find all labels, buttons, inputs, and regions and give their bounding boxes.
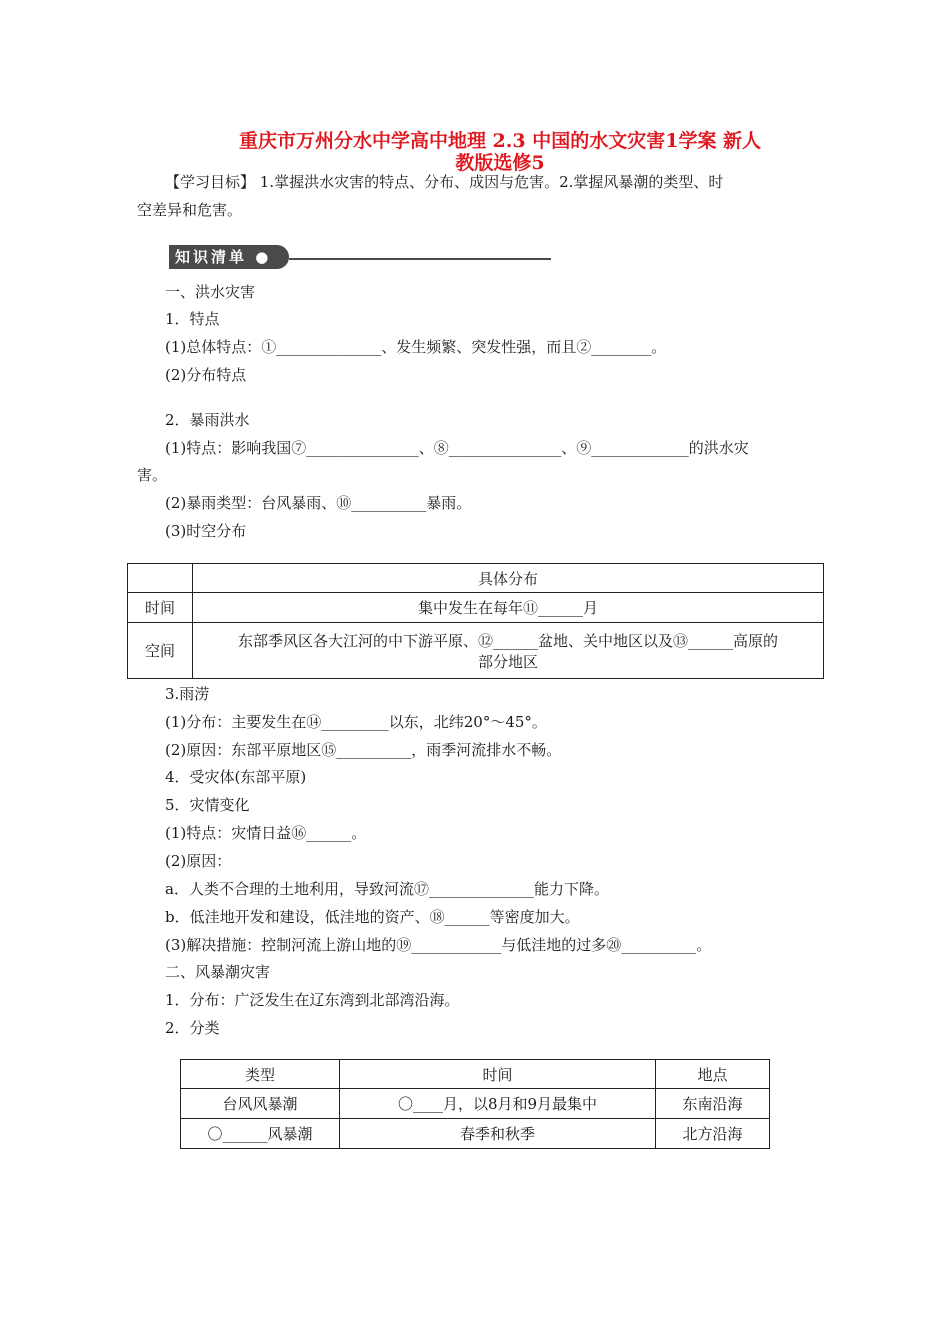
table-cell: 〇______风暴潮 — [181, 1119, 340, 1149]
objectives-text: 1.掌握洪水灾害的特点、分布、成因与危害。2.掌握风暴潮的类型、时 — [255, 173, 724, 191]
banner-rule — [289, 258, 551, 260]
table-cell — [128, 564, 193, 593]
fill-in-line: (1)分布：主要发生在⑭_________以东，北纬20°～45°。 — [165, 713, 547, 731]
table-cell: 春季和秋季 — [340, 1119, 656, 1149]
item-heading: 3.雨涝 — [165, 685, 210, 703]
table-cell: 〇____月，以8月和9月最集中 — [340, 1089, 656, 1119]
item-heading: 1．特点 — [165, 310, 220, 328]
table-header: 具体分布 — [193, 564, 824, 593]
text-line: 害。 — [137, 466, 168, 484]
objectives-label: 【学习目标】 — [165, 173, 256, 191]
section-heading: 二、风暴潮灾害 — [165, 963, 271, 981]
table-cell-line: 部分地区 — [477, 652, 538, 671]
section-banner: 知识清单 ● — [169, 245, 289, 269]
table-cell: 集中发生在每年⑪______月 — [193, 593, 824, 623]
table-row-label: 时间 — [128, 593, 193, 623]
table-cell: 北方沿海 — [656, 1119, 770, 1149]
text-line: (2)原因： — [165, 852, 232, 870]
table-cell-line: 东部季风区各大江河的中下游平原、⑫______盆地、关中地区以及⑬______高原的 — [237, 631, 778, 650]
fill-in-line: (2)暴雨类型：台风暴雨、⑩__________暴雨。 — [165, 494, 472, 512]
title-line-1: 重庆市万州分水中学高中地理 2.3 中国的水文灾害1学案 新人 — [238, 130, 762, 152]
fill-in-line: (1)特点：灾情日益⑯______。 — [165, 824, 367, 842]
fill-in-line: (1)特点：影响我国⑦_______________、⑧_______________、⑨_____________的洪水灾 — [165, 439, 749, 457]
storm-surge-table — [180, 1059, 770, 1149]
table-header: 类型 — [181, 1060, 340, 1089]
item-heading: 2．暴雨洪水 — [165, 411, 250, 429]
table-header: 时间 — [340, 1060, 656, 1089]
text-line: (2)分布特点 — [165, 366, 247, 384]
table-header: 地点 — [656, 1060, 770, 1089]
table-cell: 台风风暴潮 — [181, 1089, 340, 1119]
text-line: (3)时空分布 — [165, 522, 247, 540]
table-cell: 东南沿海 — [656, 1089, 770, 1119]
fill-in-line: (1)总体特点：①______________、发生频繁、突发性强，而且②________。 — [165, 338, 667, 356]
text-line: 1．分布：广泛发生在辽东湾到北部湾沿海。 — [165, 991, 460, 1009]
objectives — [165, 171, 723, 192]
table-row-label: 空间 — [128, 623, 193, 679]
fill-in-line: (2)原因：东部平原地区⑮__________，雨季河流排水不畅。 — [165, 741, 562, 759]
item-heading: 4．受灾体(东部平原) — [165, 768, 307, 786]
section-heading: 一、洪水灾害 — [165, 283, 256, 301]
objectives-continued: 空差异和危害。 — [137, 201, 243, 219]
fill-in-line: b．低洼地开发和建设，低洼地的资产、⑱______等密度加大。 — [165, 908, 580, 926]
fill-in-line: (3)解决措施：控制河流上游山地的⑲____________与低洼地的过多⑳__________。 — [165, 936, 712, 954]
distribution-table — [127, 563, 824, 679]
item-heading: 2．分类 — [165, 1019, 220, 1037]
title-line-2: 教版选修5 — [455, 152, 545, 174]
table-cell — [193, 623, 824, 679]
item-heading: 5．灾情变化 — [165, 796, 250, 814]
fill-in-line: a．人类不合理的土地利用，导致河流⑰______________能力下降。 — [165, 880, 609, 898]
